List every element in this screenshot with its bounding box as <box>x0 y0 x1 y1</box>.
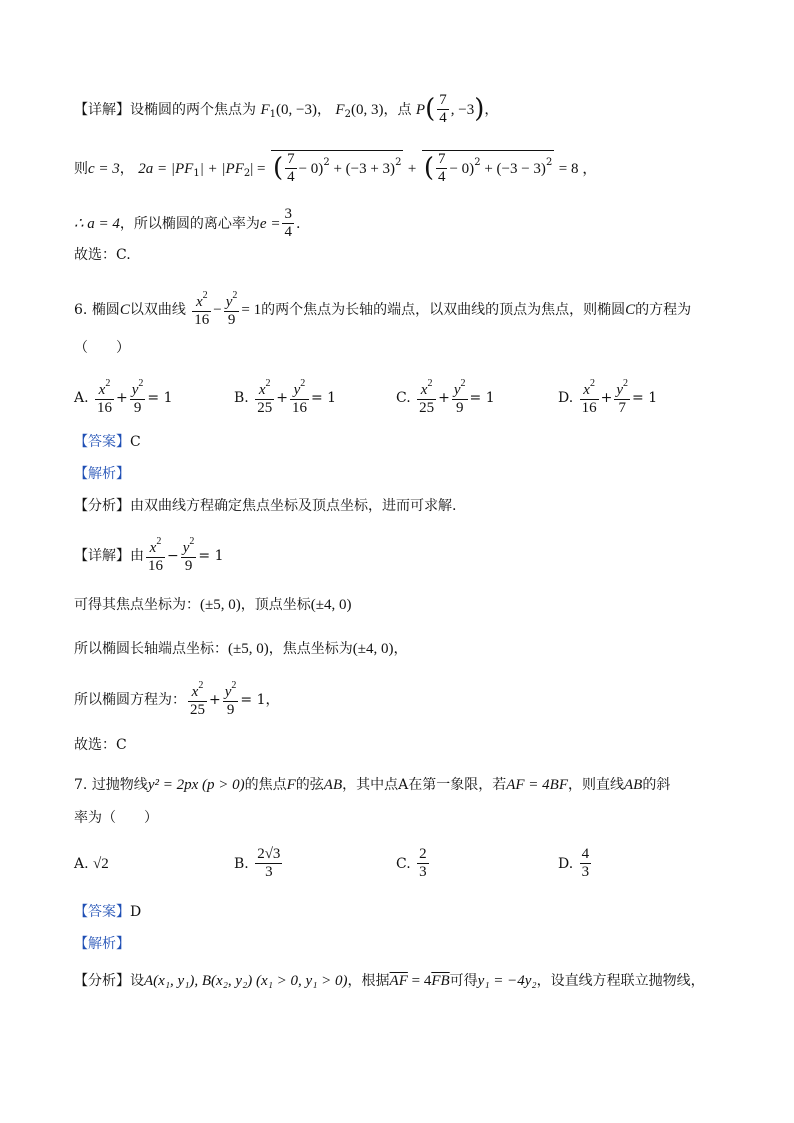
detail-6-line-3: 所以椭圆方程为： $\frac{x^2}{25}$ + $\frac{y^2}{9}$ = 1， <box>74 680 280 719</box>
analysis-7: 【解析】 <box>74 936 130 952</box>
question-7: 7. 过抛物线y² = 2px (p > 0)的焦点F的弦AB，其中点A在第一象限，若AF = 4BF，则直线AB的斜 <box>74 777 671 793</box>
detail-line-2: 则c = 3， $2a = |PF_1| + |PF_2|$ = ( $\frac{7}{4}$ − $0)^2 + (-3 + 3)^2$ + ( $\frac{7}{4}$ − $0)^2 + (-3 - 3)^2 = 8$ ， <box>74 151 598 186</box>
detail-line-3: ∴ a = 4，所以椭圆的离心率为e = $\frac{3}{4}$ . <box>74 206 301 241</box>
sqrt-2: ( $\frac{7}{4}$ − $0)^2 + (-3 - 3)^2$ <box>423 151 553 186</box>
option-d-7: D. $\frac{4}{3}$ <box>558 846 590 881</box>
option-c-7: C. $\frac{2}{3}$ <box>396 846 427 881</box>
question-6: 6. 椭圆C以双曲线 $\frac{x^2}{16}$ − $\frac{y^2}{9}$ = 1的两个焦点为长轴的端点，以双曲线的顶点为焦点，则椭圆C的方程为 <box>74 290 692 329</box>
detail-6-line-4: 故选：C <box>74 737 127 753</box>
option-b: B. $\frac{x^2}{25}$ + $\frac{y^2}{16}$ = 1 <box>234 378 337 417</box>
option-a-7: A. √2 <box>74 856 109 872</box>
question-7-line-2: 率为（ ） <box>74 810 158 826</box>
option-c: C. $\frac{x^2}{25}$ + $\frac{y^2}{9}$ = 1 <box>396 378 495 417</box>
detail-tag: 【详解】 <box>74 101 130 118</box>
fenxi-6: 【分析】由双曲线方程确定焦点坐标及顶点坐标，进而可求解. <box>74 498 457 514</box>
option-b-7: B. $\frac{2√3}{3}$ <box>234 846 281 881</box>
question-6-paren: （ ） <box>74 340 130 356</box>
option-a: A. $\frac{x^2}{16}$ + $\frac{y^2}{9}$ = 1 <box>74 378 173 417</box>
detail-6-line-1: 可得其焦点坐标为：(±5, 0)，顶点坐标(±4, 0) <box>74 597 352 613</box>
answer-6: 【答案】C <box>74 434 141 450</box>
choice-line: 故选：C. <box>74 247 131 263</box>
answer-7: 【答案】D <box>74 904 142 920</box>
detail-6-line-2: 所以椭圆长轴端点坐标：(±5, 0)，焦点坐标为(±4, 0)， <box>74 641 408 657</box>
option-d: D. $\frac{x^2}{16}$ + $\frac{y^2}{7}$ = 1 <box>558 378 658 417</box>
detail-6: 【详解】由 $\frac{x^2}{16}$ − $\frac{y^2}{9}$ = 1 <box>74 536 224 575</box>
fraction: $\frac{7}{4}$ <box>439 92 447 127</box>
analysis-6: 【解析】 <box>74 466 130 482</box>
detail-line-1: 【详解】设椭圆的两个焦点为 $F_1(0$, −3)， $F_2(0$, 3)，点 P( $\frac{7}{4}$ , −3)， <box>74 92 499 127</box>
sqrt-1: ( $\frac{7}{4}$ − $0)^2 + (-3 + 3)^2$ <box>272 151 402 186</box>
fenxi-7: 【分析】设A(x₁, y₁), B(x₂, y₂) (x₁ > 0, y₁ > 0)，根据$\overline{AF} = 4\overline{FB}$可得y₁ = −4y₂，设直线方程联立抛物线， <box>74 973 705 989</box>
